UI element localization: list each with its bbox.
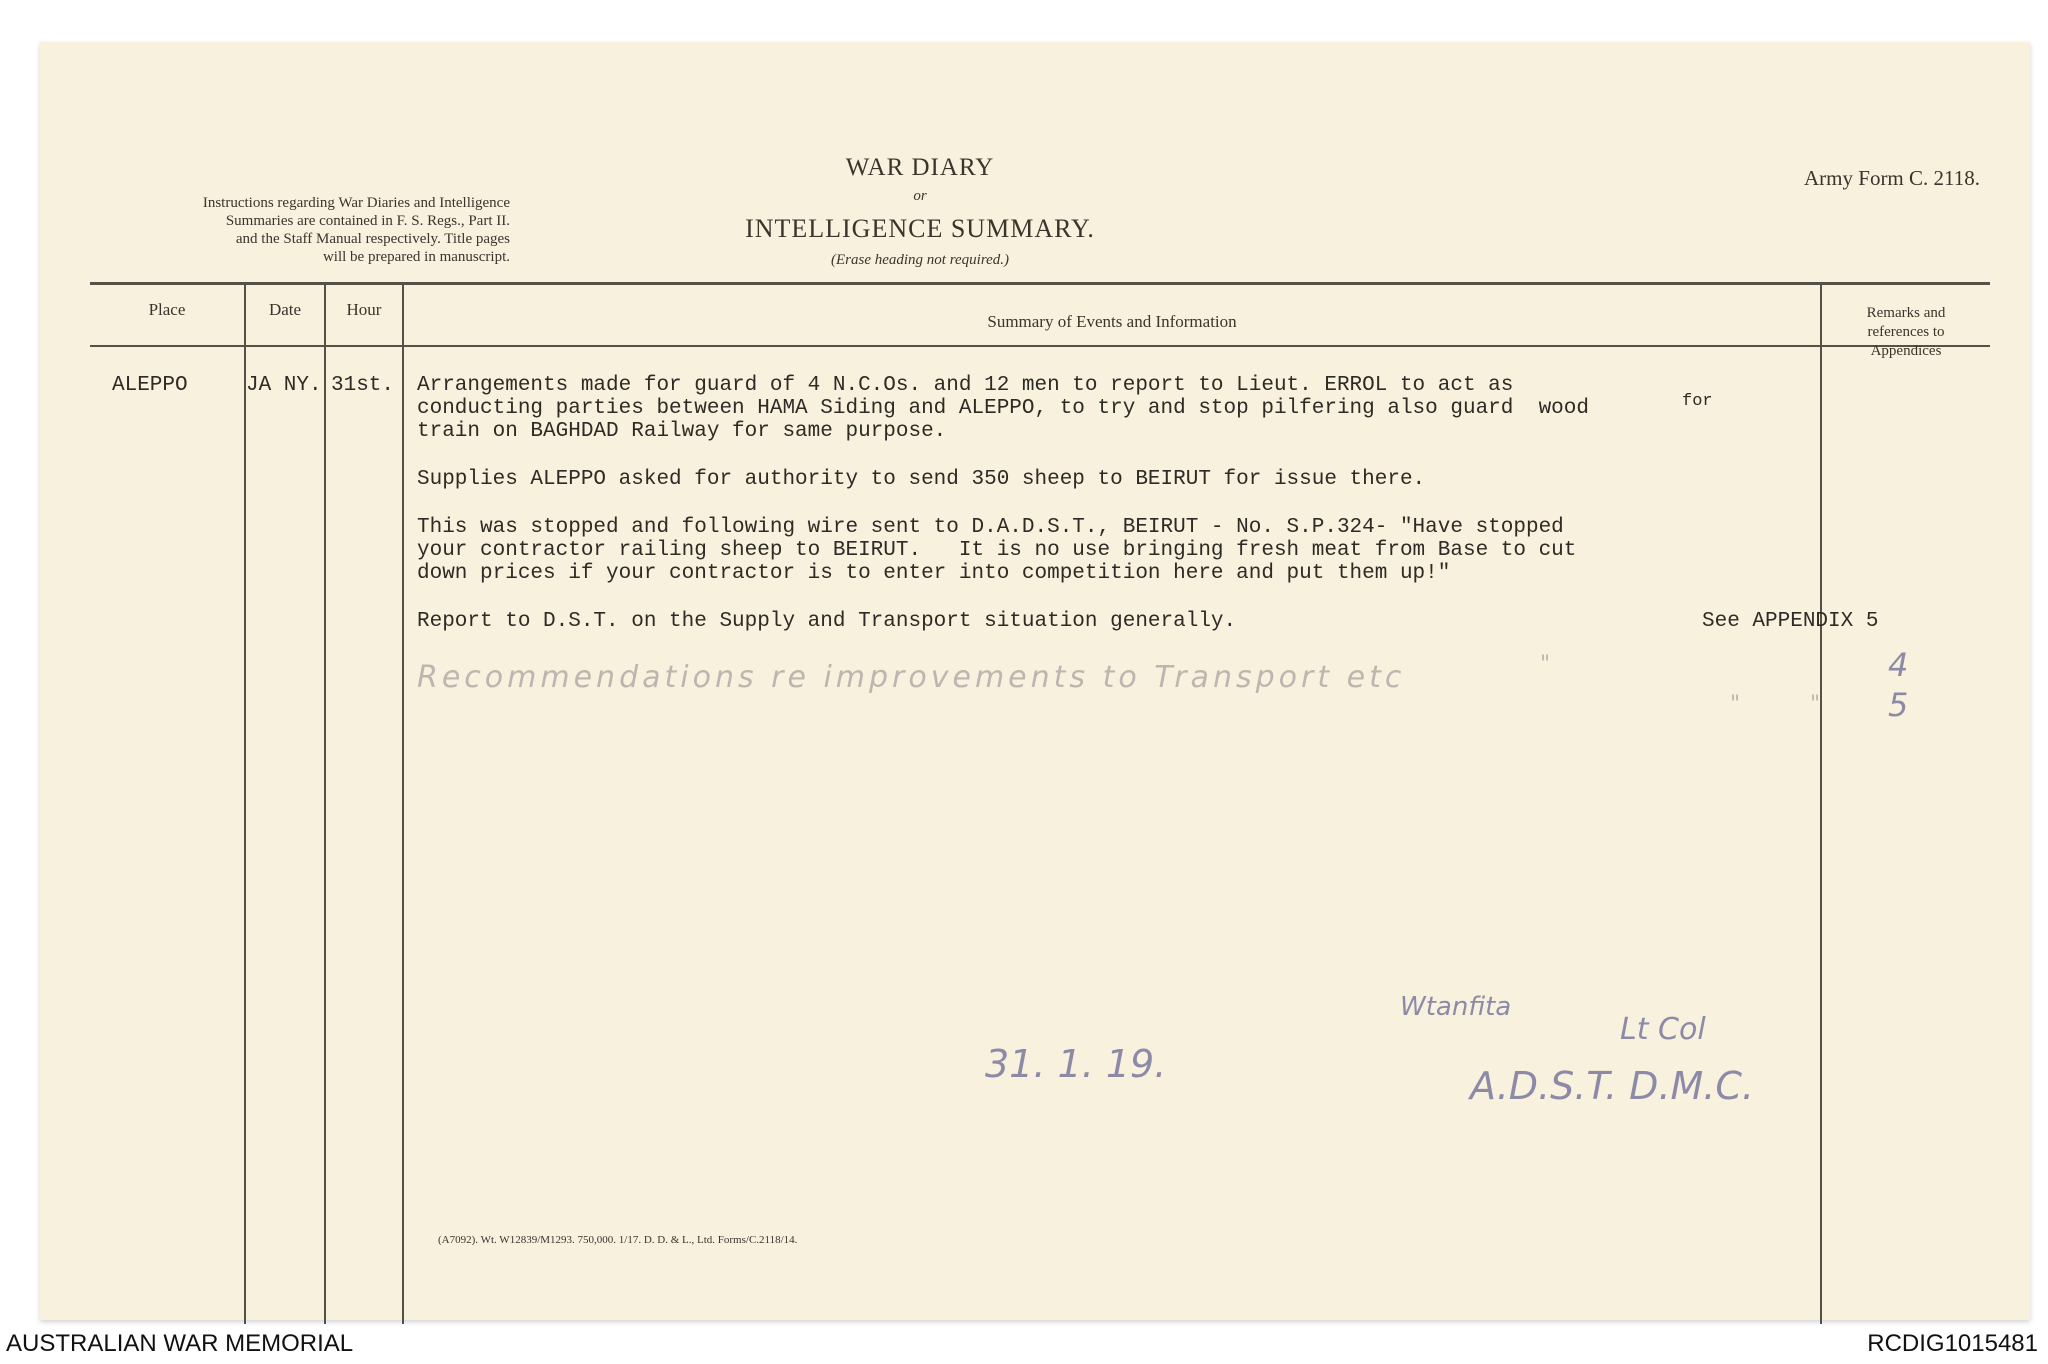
column-divider: [402, 284, 404, 1324]
instructions-block: [110, 194, 510, 266]
form-title-note: (Erase heading not required.): [830, 252, 1010, 268]
column-header-place: Place: [148, 300, 186, 319]
column-header-summary: Summary of Events and Information: [987, 312, 1237, 331]
signatory-title: A.D.S.T. D.M.C.: [1470, 1064, 1754, 1108]
instructions-line: Instructions regarding War Diaries and Intelligence: [202, 195, 510, 211]
column-header-hour: Hour: [346, 300, 382, 319]
remarks-header-line: Remarks and: [1866, 305, 1946, 321]
signatory-rank: Lt Col: [1620, 1012, 1706, 1047]
appendix-number: 4: [1888, 646, 1909, 684]
appendix-number: 5: [1888, 686, 1909, 724]
see-appendix: See APPENDIX 5: [1702, 610, 1879, 633]
print-code: (A7092). Wt. W12839/M1293. 750,000. 1/17. D. D. & L., Ltd. Forms/C.2118/14.: [438, 1234, 798, 1246]
summary-line: your contractor railing sheep to BEIRUT. It is no use bringing fresh meat from Base to cut: [417, 539, 1577, 562]
summary-line: Supplies ALEPPO asked for authority to send 350 sheep to BEIRUT for issue there.: [417, 468, 1426, 491]
inserted-word: for: [1682, 392, 1713, 411]
column-divider: [1820, 284, 1822, 1324]
column-header-remarks: [1822, 304, 1990, 361]
summary-line: Report to D.S.T. on the Supply and Transport situation generally.: [417, 610, 1237, 633]
form-title-top: WAR DIARY: [845, 154, 995, 181]
instructions-line: and the Staff Manual respectively. Title pages: [235, 231, 510, 247]
summary-line: conducting parties between HAMA Siding and ALEPPO, to try and stop pilfering also guard wood: [417, 397, 1589, 420]
entry-date: JA NY.: [246, 374, 322, 397]
entry-place: ALEPPO: [112, 374, 188, 397]
ditto-mark: ": [1730, 692, 1741, 717]
remarks-header-line: references to: [1867, 324, 1945, 340]
summary-line: train on BAGHDAD Railway for same purpose.: [417, 420, 947, 443]
table-top-rule: [90, 282, 1990, 285]
archive-credit: AUSTRALIAN WAR MEMORIAL: [6, 1330, 354, 1357]
archive-reference: RCDIG1015481: [1867, 1330, 2038, 1357]
pencil-note: Recommendations re improvements to Transport etc: [417, 660, 1406, 695]
signature: Wtanfita: [1400, 992, 1512, 1022]
column-header-date: Date: [268, 300, 302, 319]
ditto-mark: ": [1810, 692, 1821, 717]
column-divider: [244, 284, 246, 1324]
form-title-bottom: INTELLIGENCE SUMMARY.: [745, 214, 1095, 243]
remarks-header-line: Appendices: [1870, 343, 1942, 359]
summary-line: down prices if your contractor is to enter into competition here and put them up!": [417, 562, 1451, 585]
handwritten-date: 31. 1. 19.: [985, 1042, 1167, 1086]
form-title-or: or: [913, 188, 927, 204]
instructions-line: will be prepared in manuscript.: [322, 249, 510, 265]
instructions-line: Summaries are contained in F. S. Regs., Part II.: [225, 213, 510, 229]
table-header-rule: [90, 345, 1990, 347]
summary-line: This was stopped and following wire sent to D.A.D.S.T., BEIRUT - No. S.P.324- "Have stopped: [417, 516, 1564, 539]
entry-hour: 31st.: [331, 374, 395, 397]
summary-line: Arrangements made for guard of 4 N.C.Os. and 12 men to report to Lieut. ERROL to act as: [417, 374, 1514, 397]
ditto-mark: ": [1540, 652, 1551, 677]
diary-page: [40, 42, 2030, 1320]
column-divider: [324, 284, 326, 1324]
army-form-label: Army Form C. 2118.: [1804, 166, 1980, 190]
